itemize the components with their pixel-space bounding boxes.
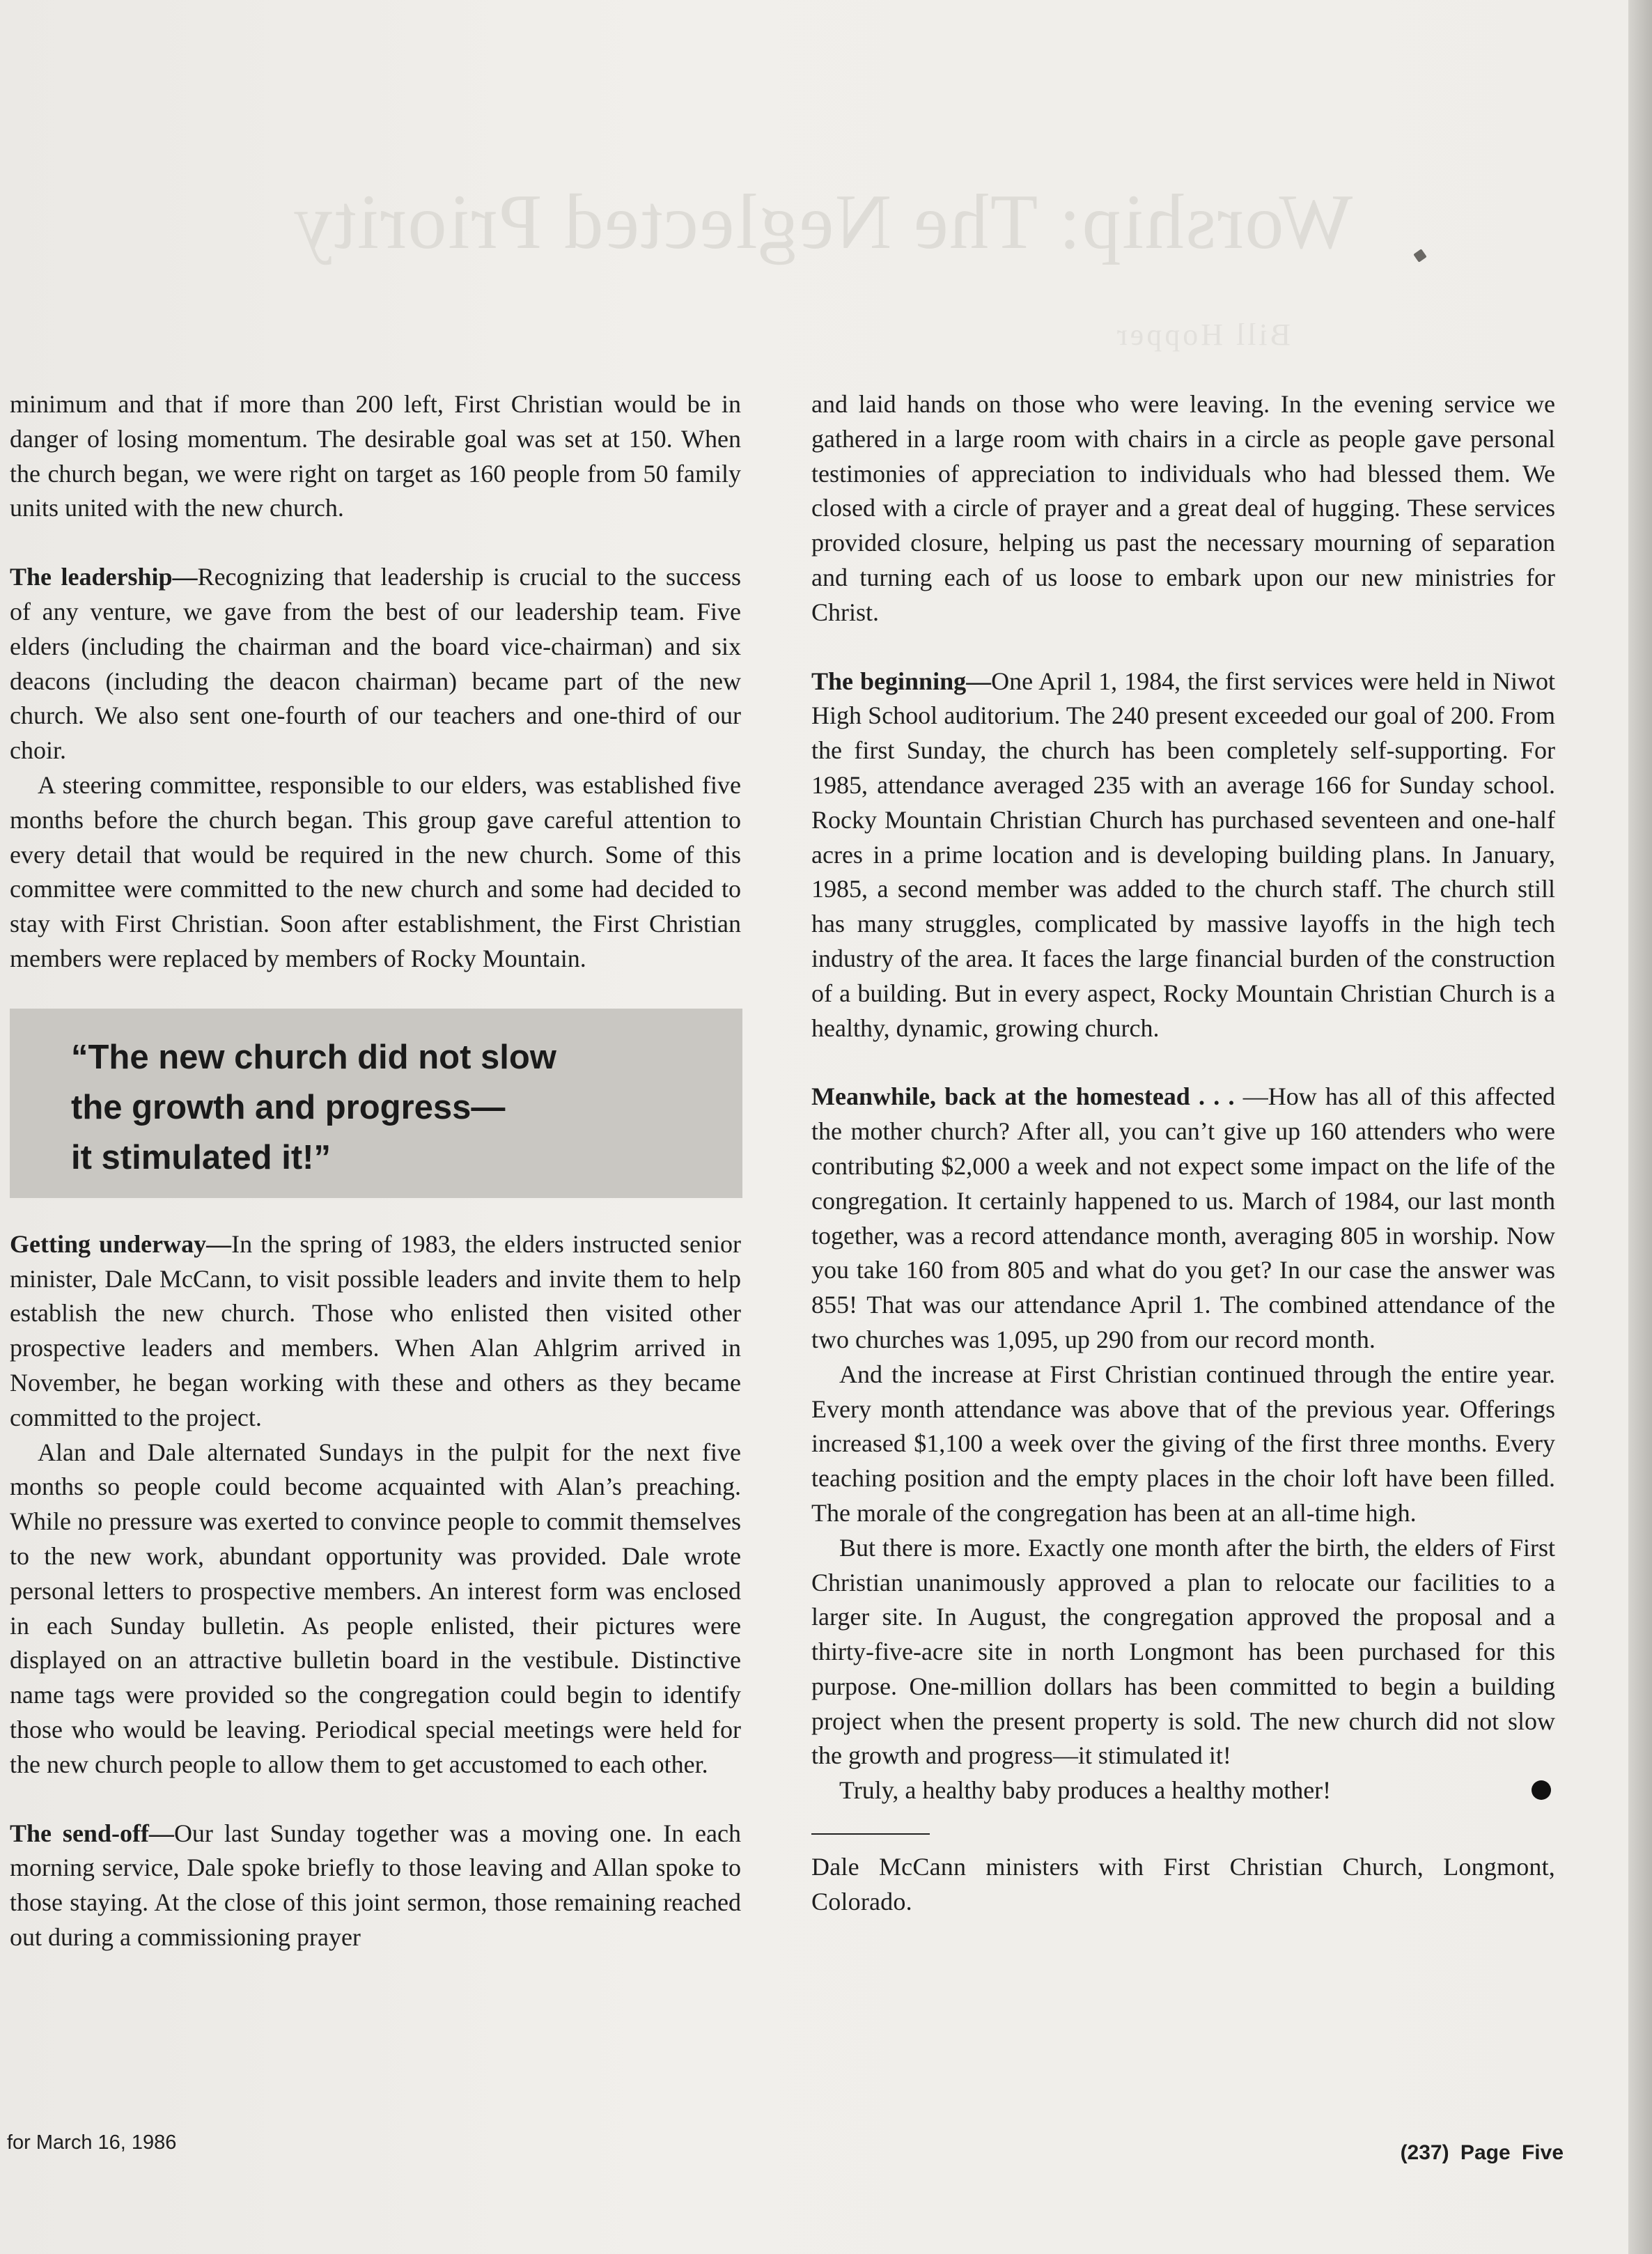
paragraph-more: But there is more. Exactly one month after the birth, the elders of First Christian unanimously approved a plan to relocate our facilities to a larger site. In August, the congregation approved the proposal and a thirty-five-acre site in north Longmont has been purchased for this purpose. One-million dollars has been committed to begin a building project when the present property is sold. The new church did not slow the growth and progress—it stimulated it!	[811, 1533, 1555, 1770]
beginning-text: One April 1, 1984, the first services were held in Niwot High School auditorium. The 240 present exceeded our goal of 200. From the first Sunday, the church has been completely self-supporting. For 1985, attendance averaged 235 with an average 166 for Sunday school. Rocky Mountain Christian Church has purchased seventeen and one-half acres in a prime location and is developing building plans. In January, 1985, a second member was added to the church staff. The church still has many struggles, complicated by massive layoffs in the high tech industry of the area. It faces the large financial burden of the construction of a building. But in every aspect, Rocky Mountain Christian Church is a healthy, dynamic, growing church.	[811, 667, 1555, 1042]
pull-quote	[10, 1009, 742, 1198]
paragraph-leadership	[10, 560, 741, 768]
sendoff-text: Our last Sunday together was a moving one. In each morning service, Dale spoke briefly to those leaving and Allan spoke to those staying. At the close of this joint sermon, those remaining reached out during a commissioning prayer	[10, 1819, 741, 1951]
paragraph-laid-hands: and laid hands on those who were leaving. In the evening service we gathered in a large room with chairs in a circle as people gave personal testimonies of appreciation to individuals who had blessed them. We closed with a circle of prayer and a great deal of hugging. These services provided closure, helping us past the necessary mourning of separation and turning each of us loose to embark upon our new ministries for Christ.	[811, 390, 1555, 626]
paragraph-increase: And the increase at First Christian continued through the entire year. Every month attendance was above that of the previous year. Offerings increased $1,100 a week over the giving of the first three months. Every teaching position and the empty places in the choir loft have been filled. The morale of the congregation has been at an all-time high.	[811, 1360, 1555, 1527]
bleed-through-subtitle: Bill Hopper	[1114, 318, 1291, 352]
section-heading-beginning: The beginning—	[811, 667, 992, 695]
paragraph-minimum: minimum and that if more than 200 left, First Christian would be in danger of losing momentum. The desirable goal was set at 150. When the church began, we were right on target as 160 people from 50 family units united with the new church.	[10, 390, 741, 522]
paragraph-homestead	[811, 1080, 1555, 1357]
pull-quote-text	[71, 1032, 726, 1183]
pull-quote-line: the growth and progress—	[71, 1088, 506, 1126]
section-heading-send-off: The send-off—	[10, 1819, 174, 1847]
issue-date: for March 16, 1986	[7, 2131, 177, 2154]
pull-quote-line: it stimulated it!”	[71, 1138, 331, 1176]
paragraph-getting-underway	[10, 1227, 741, 1436]
section-heading-getting-underway: Getting underway—	[10, 1229, 232, 1258]
paragraph-steering-committee: A steering committee, responsible to our elders, was established five months before the church began. This group gave careful attention to every detail that would be required in the new church. Some of this committee were committed to the new church and some had decided to stay with First Christian. Soon after establishment, the First Christian members were replaced by members of Rocky Mountain.	[10, 770, 741, 972]
pull-quote-line: “The new church did not slow	[71, 1038, 556, 1076]
paragraph-send-off	[10, 1817, 741, 1955]
paragraph-final	[811, 1773, 1555, 1808]
author-byline: Dale McCann ministers with First Christian Church, Longmont, Colorado.	[811, 1853, 1555, 1915]
bleed-through-title: Worship: The Neglected Priority	[293, 179, 1353, 265]
end-mark-icon	[1532, 1780, 1551, 1800]
paragraph-alternated: Alan and Dale alternated Sundays in the pulpit for the next five months so people could become acquainted with Alan’s preaching. While no pressure was exerted to convince people to commit themselves to the new work, abundant opportunity was provided. Dale wrote personal letters to prospective members. An interest form was enclosed in each Sunday bulletin. As people enlisted, their pictures were displayed on an attractive bulletin board in the vestibule. Distinctive name tags were provided so the congregation could begin to identify those who would be leaving. Periodical special meetings were held for the new church people to allow them to get accustomed to each other.	[10, 1438, 741, 1778]
underway-text: In the spring of 1983, the elders instructed senior minister, Dale McCann, to visit possible leaders and invite them to help establish the new church. Those who enlisted then visited other prospective leaders and members. When Alan Ahlgrim arrived in November, he began working with these and others as they became committed to the project.	[10, 1229, 742, 1431]
footnote-rule	[811, 1833, 930, 1835]
page-edge-shadow	[1628, 0, 1652, 2254]
section-heading-homestead: Meanwhile, back at the homestead . . .	[811, 1082, 1243, 1111]
section-heading-leadership: The leadership—	[10, 563, 198, 591]
paragraph-beginning	[811, 664, 1555, 1046]
page-number: (237) Page Five	[1400, 2141, 1564, 2164]
right-column	[811, 387, 1555, 1920]
leadership-text: Recognizing that leadership is crucial to the success of any venture, we gave from the best of our leadership team. Five elders (including the chairman and the board vice-chairman) and six deacons (including the deacon chairman) became part of the new church. We also sent one-fourth of our teachers and one-third of our choir.	[10, 563, 741, 765]
left-column	[10, 387, 741, 1955]
homestead-text: —How has all of this affected the mother church? After all, you can’t give up 160 attenders who were contributing $2,000 a week and not expect some impact on the life of the congregation. It certainly happened to us. March of 1984, our last month together, was a record attendance month, averaging 805 in worship. Now you take 160 from 805 and what do you get? In our case the answer was 855! That was our attendance April 1. The combined attendance of the two churches was 1,095, up 290 from our record month.	[811, 1082, 1555, 1353]
closing-line: Truly, a healthy baby produces a healthy mother!	[839, 1776, 1332, 1805]
